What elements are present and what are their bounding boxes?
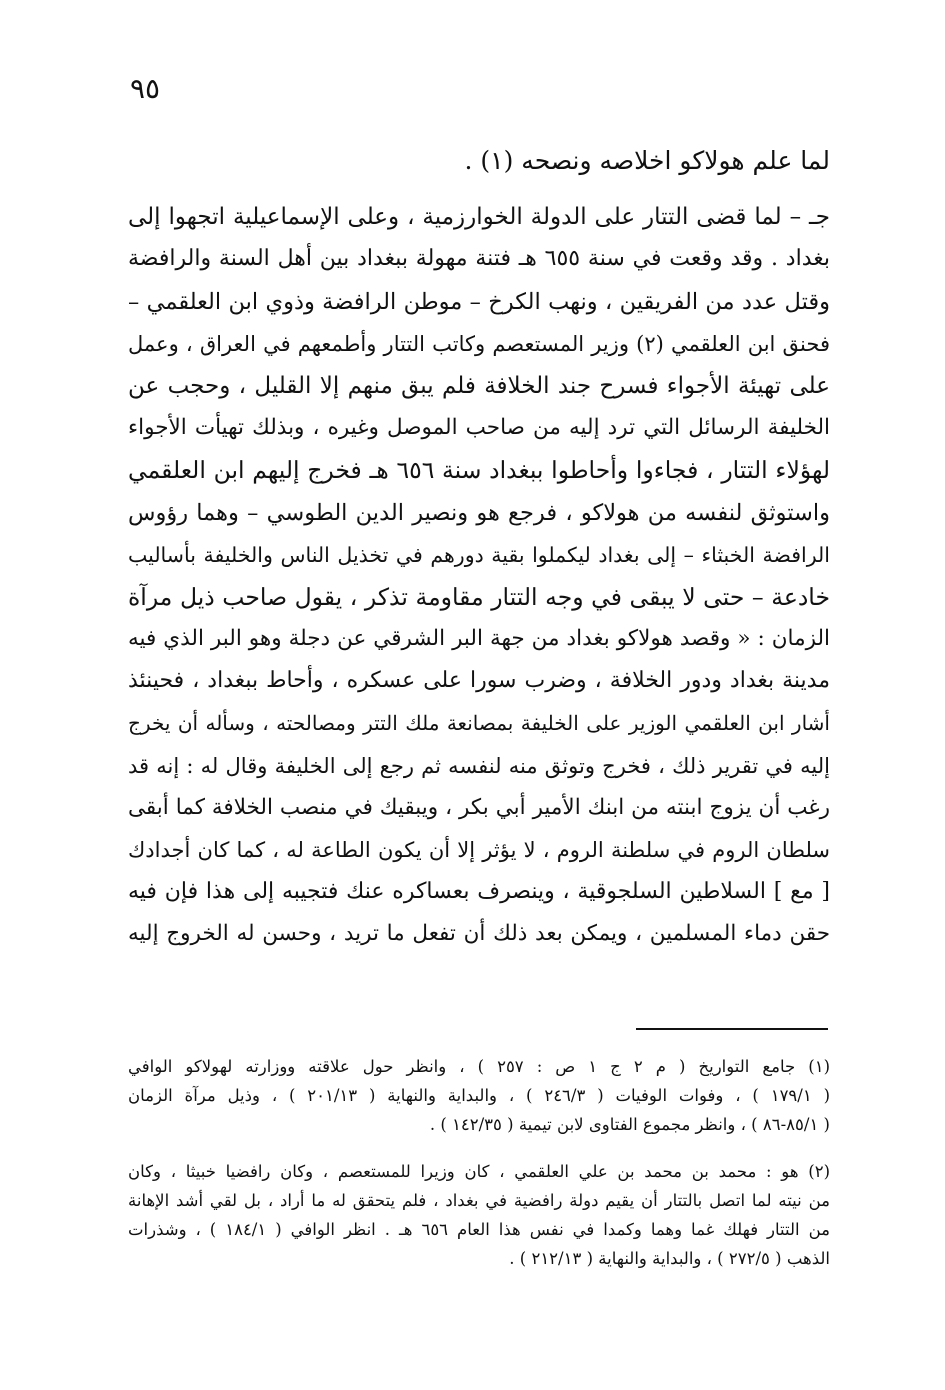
text-line: وقتل عدد من الفريقين ، ونهب الكرخ – موطن الرافضة وذوي ابن العلقمي – [128,288,830,315]
text-line: بغداد . وقد وقعت في سنة ٦٥٥ هـ فتنة مهولة ببغداد بين أهل السنة والرافضة [128,246,830,272]
footnote-2 [128,1157,830,1273]
footnote-separator [636,1028,828,1030]
text-line: حقن دماء المسلمين ، ويمكن بعد ذلك أن تفعل ما تريد ، وحسن له الخروج إليه [128,921,830,947]
text-line: على تهيئة الأجواء فسرح جند الخلافة فلم يبق منهم إلا القليل ، وحجب عن [128,372,830,399]
footnote-line: ( ٨٥/١-٨٦ ) ، وانظر مجموع الفتاوى لابن تيمية ( ١٤٢/٣٥ ) . [429,1115,830,1134]
footnote-line: من نيته لما اتصل بالتتار أن يقيم دولة رافضية في بغداد ، فلم يتحقق له ما أراد ، بل لقي أشد الإهانة [128,1191,830,1210]
footnotes [128,1052,830,1273]
footnote-line: الذهب ( ٢٧٢/٥ ) ، والبداية والنهاية ( ٢١٢/١٣ ) . [509,1249,830,1268]
footnote-line: من التتار فهلك غما وهما وكمدا في نفس هذا العام ٦٥٦ هـ . انظر الوافي ( ١٨٤/١ ) ، وشذرات [128,1220,830,1239]
text-line: سلطان الروم في سلطنة الروم ، لا يؤثر إلا أن يكون الطاعة له ، كما كان أجدادك [128,838,830,862]
text-line: رغب أن يزوج ابنته من ابنك الأمير أبي بكر ، ويبقيك في منصب الخلافة كما أبقى [128,794,830,820]
text-line: أشار ابن العلقمي الوزير على الخليفة بمصانعة ملك التتر ومصالحته ، وسأله أن يخرج [128,711,830,736]
text-line: لهؤلاء التتار ، فجاءوا وأحاطوا ببغداد سنة ٦٥٦ هـ فخرج إليهم ابن العلقمي [128,456,830,485]
page-number: ٩٥ [130,72,161,105]
text-line: الخليفة الرسائل التي ترد إليه من صاحب الموصل وغيره ، وبذلك تهيأت الأجواء [128,415,830,441]
text-line: واستوثق لنفسه من هولاكو ، فرجع هو ونصير الدين الطوسي – وهما رؤوس [128,499,830,526]
text-line: مدينة بغداد ودور الخلافة ، وضرب سورا على عسكره ، وأحاط ببغداد ، فحينئذ [128,668,830,694]
text-line: إليه في تقرير ذلك ، فخرج وتوثق منه لنفسه ثم رجع إلى الخليفة وقال له : إنه قد [128,753,830,778]
text-line: فحنق ابن العلقمي (٢) وزير المستعصم وكاتب التتار وأطمعهم في العراق ، وعمل [128,331,830,356]
footnote-line: ( ١٧٩/١ ) ، وفوات الوفيات ( ٢٤٦/٣ ) ، والبداية والنهاية ( ٢٠١/١٣ ) ، وذيل مرآة الزمان [128,1086,831,1105]
text-line: جـ – لما قضى التتار على الدولة الخوارزمية ، وعلى الإسماعيلية اتجهوا إلى [128,204,830,231]
text-line: الرافضة الخبثاء – إلى بغداد ليكملوا بقية دورهم في تخذيل الناس والخليفة بأساليب [128,542,830,567]
text-line: الزمان : « وقصد هولاكو بغداد من جهة البر الشرقي عن دجلة وهو البر الذي فيه [128,626,830,652]
text-line: لما علم هولاكو اخلاصه ونصحه (١) . [464,146,830,175]
footnote-line: (١) جامع التواريخ ( م ٢ ج ١ ص : ٢٥٧ ) ، وانظر حول علاقته ووزارته لهولاكو الوافي [128,1057,831,1076]
main-text [128,140,830,956]
text-line: خادعة – حتى لا يبقى في وجه التتار مقاومة تذكر ، يقول صاحب ذيل مرآة [128,582,830,611]
footnote-line: (٢) هو : محمد بن محمد بن علي العلقمي ، كان وزيرا للمستعصم ، وكان رافضيا خبيثا ، وكان [128,1162,830,1181]
footnote-1 [128,1052,830,1139]
text-line: [ مع ] السلاطين السلجوقية ، وينصرف بعساكره عنك فتجيبه إلى هذا فإن فيه [128,879,830,905]
